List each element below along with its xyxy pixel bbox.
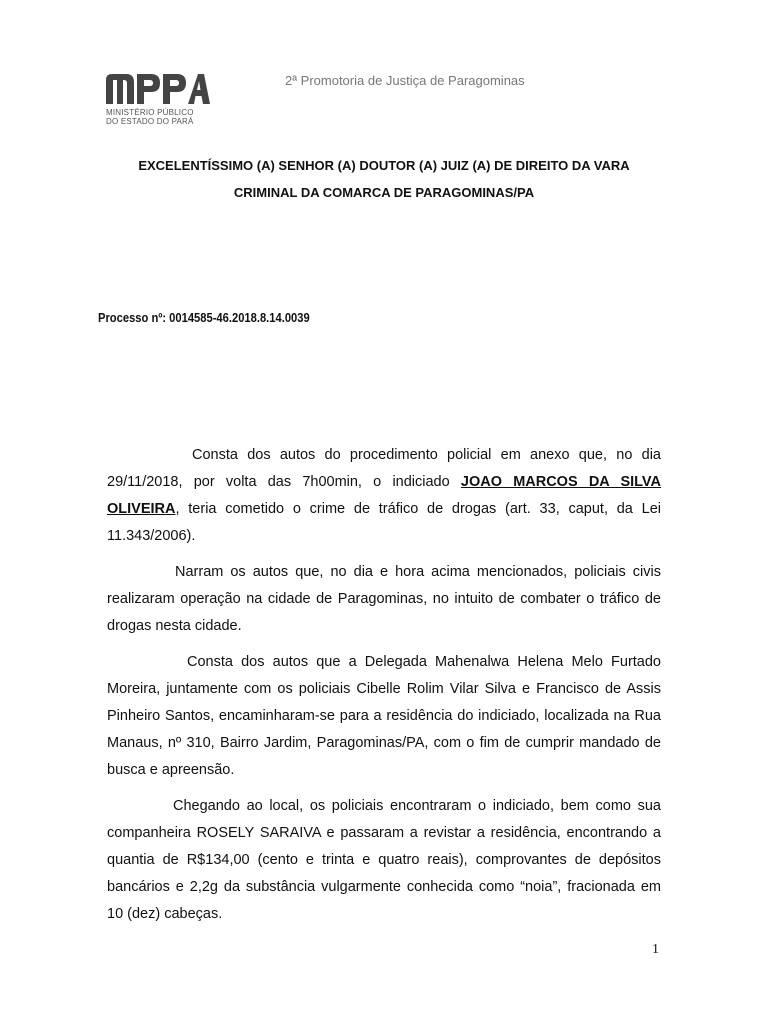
paragraph-3: Consta dos autos que a Delegada Mahenalwa Helena Melo Furtado Moreira, juntamente com os policiais Cibelle Rolim Vilar Silva e Francisco de Assis Pinheiro Santos, encaminharam-se para a residência do indiciado, localizada na Rua Manaus, nº 310, Bairro Jardim, Paragominas/PA, com o fim de cumprir mandado de busca e apreensão. (107, 654, 661, 778)
defendant-name: JOAO MARCOS DA SILVA OLIVEIRA (107, 474, 661, 517)
logo-subtitle-line1: MINISTÉRIO PÚBLICO (106, 108, 194, 117)
paragraph-4: Chegando ao local, os policiais encontraram o indiciado, bem como sua companheira ROSELY SARAIVA e passaram a revistar a residência, encontrando a quantia de R$134,00 (cento e trinta e quatro reais), comprovantes de depósitos bancários e 2,2g da substância vulgarmente conhecida como “noia”, fracionada em 10 (dez) cabeças. (107, 798, 661, 922)
paragraph-1-start: Consta dos autos do procedimento policial em anexo que, no dia 29/11/2018, por volta das 7h00min, o indiciado (107, 447, 661, 490)
office-name: 2ª Promotoria de Justiça de Paragominas (285, 73, 525, 88)
page-number: 1 (652, 942, 659, 957)
mppa-logo-mark (106, 72, 210, 104)
paragraph-1 (107, 442, 661, 550)
logo-subtitle (106, 108, 216, 126)
process-number: Processo nº: 0014585-46.2018.8.14.0039 (98, 310, 310, 325)
address-line2: CRIMINAL DA COMARCA DE PARAGOMINAS/PA (233, 185, 535, 200)
logo-subtitle-line2: DO ESTADO DO PARÁ (106, 117, 194, 126)
mppa-logo (106, 72, 216, 126)
address-heading (110, 152, 658, 206)
document-body (107, 442, 661, 937)
address-line1: EXCELENTÍSSIMO (A) SENHOR (A) DOUTOR (A) JUIZ (A) DE DIREITO DA VARA (138, 158, 630, 173)
paragraph-2: Narram os autos que, no dia e hora acima mencionados, policiais civis realizaram operação na cidade de Paragominas, no intuito de combater o tráfico de drogas nesta cidade. (107, 564, 661, 634)
paragraph-1-end: , teria cometido o crime de tráfico de drogas (art. 33, caput, da Lei 11.343/2006). (107, 501, 661, 544)
